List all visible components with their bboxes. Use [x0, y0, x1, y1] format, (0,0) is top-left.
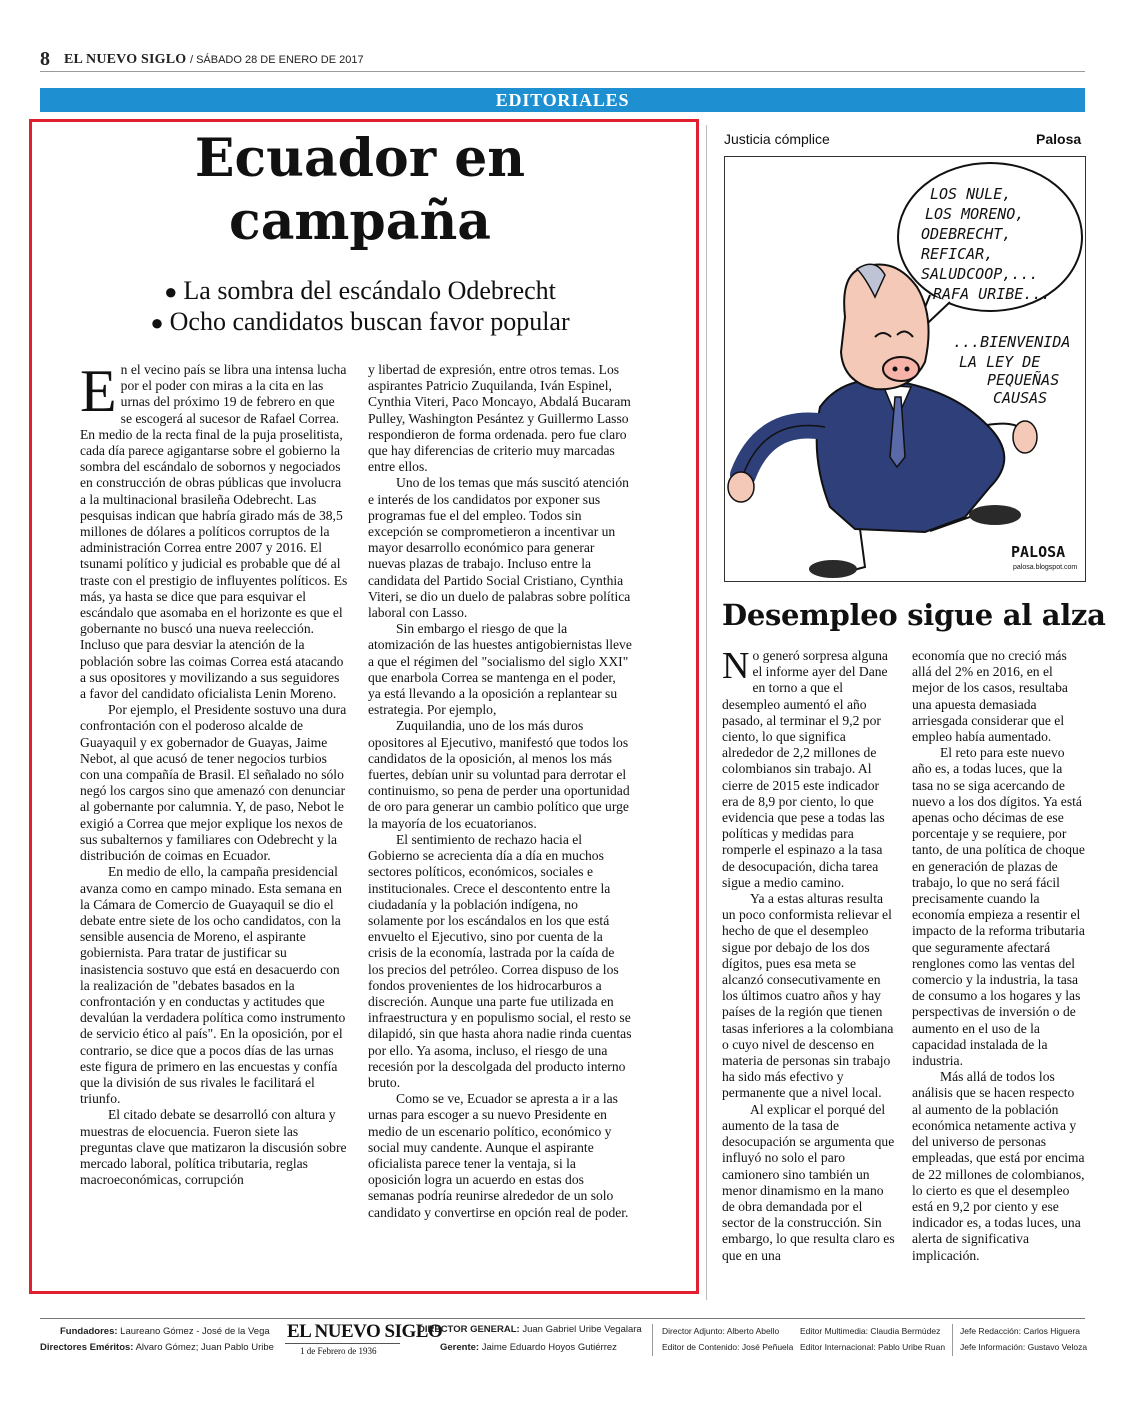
- paragraph: El sentimiento de rechazo hacia el Gobierno se acrecienta día a día en muchos sectores políticos, económicos, sociales e institucionales. Crece el descontento entre la ciudadanía y la población indígena, no solamente por los escándalos en los que está envuelto el Ejecutivo, sino por cuenta de la crisis de la economía, lastrada por la caída de los precios del petróleo. Correa dispuso de los fondos provenientes de los hidrocarburos a discreción. Aunque una parte fue utilizada en infraestructura y en populismo social, el resto se dilapidó, sin que hasta ahora nadie rinda cuentas por ello. Ya asoma, incluso, el riesgo de una recesión por la descolgada del producto interno bruto.: [368, 831, 632, 1090]
- footer-divider: [652, 1324, 653, 1356]
- bubble-line: REFICAR,: [921, 245, 994, 263]
- second-article-column-2: [912, 648, 1086, 1264]
- cartoon-signature: PALOSA: [1011, 543, 1066, 561]
- footer-divider: [952, 1324, 953, 1356]
- paragraph: Como se ve, Ecuador se apresta a ir a las urnas para escoger a su nuevo Presidente en medio de un escenario político, económico y social muy candente. Aunque el aspirante oficialista parece tener la ventaja, si la oposición logra un acuerdo en estas dos semanas podría reunirse alrededor de un solo candidato y convertirse en opción real de poder.: [368, 1091, 629, 1220]
- headline-line-1: Ecuador en: [194, 128, 526, 189]
- cartoon-blog: palosa.blogspot.com: [1013, 564, 1078, 571]
- caption-line: ...BIENVENIDA: [953, 333, 1071, 351]
- deck-1: ● La sombra del escándalo Odebrecht: [164, 276, 556, 305]
- paragraph: Más allá de todos los análisis que se hacen respecto al aumento de la población económica netamente activa y del universo de personas empleadas, que está por encima de 22 millones de colombianos, lo cierto es que el desempleo está en 9,2 por ciento y ese indicador es, a todas luces, una alerta de significativa implicación.: [912, 1069, 1085, 1263]
- page-number: 8: [40, 48, 50, 70]
- drop-cap: E: [80, 358, 117, 424]
- bubble-line: LOS MORENO,: [925, 205, 1025, 223]
- bullet-icon: ●: [164, 279, 178, 304]
- main-headline: [40, 127, 680, 253]
- cartoon-drawing: [725, 157, 1085, 581]
- page-header: [40, 48, 364, 71]
- issue-date: / SÁBADO 28 DE ENERO DE 2017: [189, 54, 364, 66]
- footer-informacion: Jefe Información: Gustavo Veloza: [960, 1342, 1088, 1352]
- paragraph: Sin embargo el riesgo de que la atomización de las huestes antigobiernistas lleve a que el régimen del "socialismo del siglo XXI" que enarbola Correa se mantenga en el poder, ya está llevando a la oposición a replantear su estrategia. Por ejemplo,: [368, 621, 632, 718]
- paragraph: y libertad de expresión, entre otros temas. Los aspirantes Patricio Zuquilanda, Iván Espinel, Cynthia Viteri, Paco Moncayo, Abdalá Bucaram Pulley, Washington Pesántez y Guillermo Lasso respondieron de forma ordenada. pero fue claro que hay diferencias de criterio muy marcadas entre ellos.: [368, 362, 631, 475]
- drop-cap: N: [722, 645, 750, 687]
- footer-multimedia: Editor Multimedia: Claudia Bermúdez: [800, 1326, 941, 1336]
- paragraph: Ya a estas alturas resulta un poco conformista relievar el hecho de que el desempleo sigue por debajo de los dos dígitos, pues esa meta se alcanzó consecutivamente en los últimos cuatro años y hay países de la región que tienen tasas inferiores a la colombiana o cuyo nivel de descenso en materia de personas sin trabajo ha sido más efectivo y permanente que a nivel local.: [722, 891, 894, 1101]
- cartoon-illustration: [724, 156, 1086, 582]
- footer-gerente: Gerente: Jaime Eduardo Hoyos Gutiérrez: [440, 1342, 617, 1353]
- paragraph: El reto para este nuevo año es, a todas luces, que la tasa no se siga acercando de nuevo a los dos dígitos. Ya está apenas ocho décimas de ese porcentaje y se requiere, por tanto, de una política de choque en generación de plazas de trabajo, lo que no será fácil precisamente cuando la economía empieza a resentir el impacto de la reforma tributaria que seguramente afectará renglones como las ventas del comercio y la industria, la tasa de consumo a los hogares y las perspectivas de inversión o de aumento en el uso de la capacidad instalada de la industria.: [912, 745, 1085, 1069]
- caption-line: CAUSAS: [993, 389, 1048, 407]
- main-article-column-1: [80, 358, 348, 1188]
- paper-name: EL NUEVO SIGLO: [64, 52, 187, 67]
- footer-internacional: Editor Internacional: Pablo Uribe Ruan: [800, 1342, 946, 1352]
- footer-contenido: Editor de Contenido: José Peñuela: [662, 1342, 794, 1352]
- paragraph: economía que no creció más allá del 2% en 2016, en el mejor de los casos, resultaba una apuesta demasiada arriesgada considerar que el empleo había aumentado.: [912, 648, 1068, 745]
- second-article-column-1: [722, 645, 896, 1264]
- footer-redaccion: Jefe Redacción: Carlos Higuera: [960, 1326, 1081, 1336]
- paragraph: El citado debate se desarrolló con altura y muestras de elocuencia. Fueron siete las preguntas clave que matizaron la discusión sobre mercado laboral, política tributaria, reglas macroeconómicas, corrupción: [80, 1107, 347, 1188]
- logo-rule: [285, 1343, 400, 1344]
- paragraph: No generó sorpresa alguna el informe ayer del Dane en torno a que el desempleo aumentó el año pasado, al terminar el 9,2 por ciento, lo que significa alrededor de 2,2 millones de colombianos sin trabajo. Al cierre de 2015 este indicador era de 8,9 por ciento, lo que evidencia que pese a todas las políticas y medidas para romperle el espinazo a la tasa de desocupación, dicha tarea sigue a medio camino.: [722, 645, 888, 890]
- bubble-line: ODEBRECHT,: [921, 225, 1012, 243]
- paragraph: Zuquilandia, uno de los más duros opositores al Ejecutivo, manifestó que todos los candidatos de la oposición, al menos los más fuertes, debían unir su voluntad para derrotar el continuismo, so pena de perder una oportunidad de oro para generar un cambio político que urge la mayoría de los ecuatorianos.: [368, 718, 630, 831]
- second-headline: Desempleo sigue al alza: [722, 598, 1106, 632]
- main-article-column-2: [368, 362, 632, 1221]
- cartoon-title: Justicia cómplice: [724, 131, 830, 147]
- footer-emeritus: Directores Eméritos: Alvaro Gómez; Juan Pablo Uribe: [40, 1342, 274, 1353]
- section-bar: EDITORIALES: [40, 88, 1085, 112]
- paragraph: Por ejemplo, el Presidente sostuvo una dura confrontación con el poderoso alcalde de Guayaquil y ex gobernador de Guayas, Jaime Nebot, al que acusó de tener negocios turbios con una compañía de Brasil. El señalado no sólo negó los cargos sino que amenazó con denunciar al gobernante por calumnia. Y, de paso, Nebot le exigió a Correa que mejor explique los nexos de sus subalternos y familiares con Odebrecht y la distribución de coimas en Ecuador.: [80, 702, 347, 864]
- footer-adjunto: Director Adjunto: Alberto Abello: [662, 1326, 780, 1336]
- footer-logo: EL NUEVO SIGLO: [287, 1321, 443, 1342]
- column-divider: [706, 125, 707, 1300]
- paragraph: En medio de ello, la campaña presidencial avanza como en campo minado. Esta semana en la Cámara de Comercio de Guayaquil se dio el debate entre siete de los ocho candidatos, con la sensible ausencia de Moreno, el aspirante gobiernista. Para tratar de justificar su inasistencia sostuvo que está en desacuerdo con la realización de "debates basados en la confrontación y en conductas y actitudes que devalúan la verdadera política como instrumento de servicio ético al país". En la oposición, por el contrario, se dice que a pocos días de las urnas este figura de primero en las encuestas y confía que la división de sus rivales le facilitará el triunfo.: [80, 864, 346, 1107]
- footer-founders: Fundadores: Laureano Gómez - José de la Vega: [60, 1326, 270, 1337]
- headline-line-2: campaña: [229, 191, 491, 252]
- footer-rule: [40, 1318, 1085, 1319]
- caption-line: PEQUEÑAS: [987, 371, 1060, 389]
- footer-logo-date: 1 de Febrero de 1936: [300, 1346, 377, 1356]
- header-rule: [40, 71, 1085, 72]
- paragraph: Al explicar el porqué del aumento de la tasa de desocupación se argumenta que influyó no solo el paro camionero sino también un menor dinamismo en la mano de obra demandada por el sector de la construcción. Sin embargo, lo que resulta claro es que en una: [722, 1101, 895, 1263]
- deck-2: ● Ocho candidatos buscan favor popular: [150, 307, 570, 336]
- caption-line: LA LEY DE: [959, 353, 1041, 371]
- paragraph: En el vecino país se libra una intensa lucha por el poder con miras a la cita en las urnas del próximo 19 de febrero en que se escogerá al sucesor de Rafael Correa. En medio de la recta final de la puja proselitista, cada día parece agigantarse sobre el gobierno la sombra del escándalo de sobornos y negociados en construcción de obras públicas que involucra a la multinacional brasileña Odebrecht. Las pesquisas indican que habría girado más de 38,5 millones de dólares a políticos corruptos de la administración Correa entre 2007 y 2016. El tsunami político y judicial es probable que dé al traste con el prestigio de influyentes políticos. Es más, ya hasta se dice que para esquivar el escándalo que asomaba en el horizonte es que el gobernante no buscó una nueva reelección. Incluso que para desviar la atención de la población sobre las coimas Correa está atacando a sus opositores y movilizando a sus seguidores a favor del candidato oficialista Lenin Moreno.: [80, 358, 348, 702]
- bubble-line: SALUDCOOP,...: [921, 265, 1039, 283]
- paragraph: Uno de los temas que más suscitó atención e interés de los candidatos por exponer sus programas fue el del empleo. Todos sin excepción se comprometieron a incentivar un mayor desarrollo económico para generar nuevas plazas de trabajo. Incluso entre la candidata del Partido Social Cristiano, Cynthia Viteri, se dio un duelo de palabras sobre política laboral con Lasso.: [368, 475, 631, 621]
- bubble-line: RAFA URIBE...: [933, 285, 1051, 303]
- bubble-line: LOS NULE,: [930, 185, 1012, 203]
- footer-director: DIRECTOR GENERAL: Juan Gabriel Uribe Vegalara: [418, 1324, 642, 1335]
- cartoon-author: Palosa: [1036, 131, 1082, 147]
- bullet-icon: ●: [150, 310, 164, 335]
